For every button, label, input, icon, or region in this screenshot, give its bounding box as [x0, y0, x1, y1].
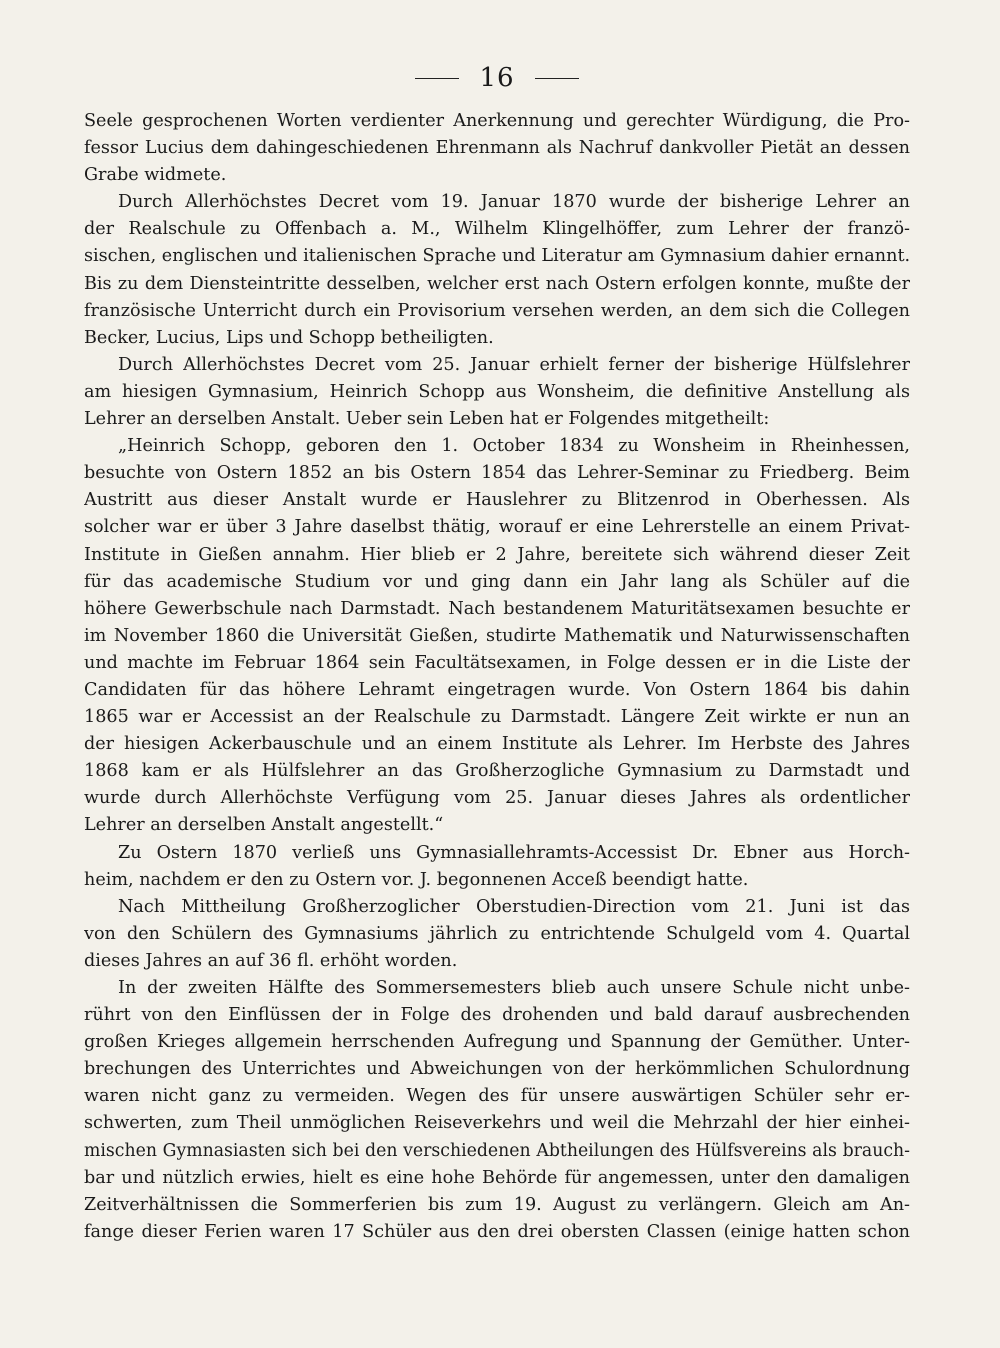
text-line: Zu Ostern 1870 verließ uns Gymnasiallehramts-Accessist Dr. Ebner aus Horch- [118, 842, 910, 863]
document-page [84, 60, 910, 1330]
text-line: und machte im Februar 1864 sein Facultätsexamen, in Folge dessen er in die Liste der [84, 652, 910, 673]
text-line: sischen, englischen und italienischen Sprache und Literatur am Gymnasium dahier ernannt. [84, 246, 910, 267]
text-line: Bis zu dem Diensteintritte desselben, welcher erst nach Ostern erfolgen konnte, mußte der [84, 273, 910, 294]
text-line: Durch Allerhöchstes Decret vom 19. Januar 1870 wurde der bisherige Lehrer an [118, 192, 910, 213]
text-line: bar und nützlich erwies, hielt es eine hohe Behörde für angemessen, unter den damaligen [84, 1167, 910, 1188]
text-line: von den Schülern des Gymnasiums jährlich zu entrichtende Schulgeld vom 4. Quartal [84, 923, 910, 944]
text-line: Lehrer an derselben Anstalt angestellt.“ [84, 815, 444, 836]
body-text [84, 108, 910, 1246]
text-line: solcher war er über 3 Jahre daselbst thätig, worauf er eine Lehrerstelle an einem Privat- [84, 517, 910, 538]
text-line: Durch Allerhöchstes Decret vom 25. Januar erhielt ferner der bisherige Hülfslehrer [118, 354, 910, 375]
text-line: für das academische Studium vor und ging dann ein Jahr lang als Schüler auf die [84, 571, 910, 592]
text-line: wurde durch Allerhöchste Verfügung vom 25. Januar dieses Jahres als ordentlicher [84, 788, 910, 809]
text-line: Candidaten für das höhere Lehramt eingetragen wurde. Von Ostern 1864 bis dahin [84, 679, 910, 700]
text-line: Seele gesprochenen Worten verdienter Anerkennung und gerechter Würdigung, die Pro- [84, 111, 910, 131]
text-line: brechungen des Unterrichtes und Abweichungen von der herkömmlichen Schulordnung [84, 1059, 910, 1080]
text-line: mischen Gymnasiasten sich bei den verschiedenen Abtheilungen des Hülfsvereins als brauch- [84, 1140, 910, 1161]
text-line: der Realschule zu Offenbach a. M., Wilhelm Klingelhöffer, zum Lehrer der franzö- [84, 219, 910, 240]
header-rule-left [415, 78, 459, 79]
text-line: Becker, Lucius, Lips und Schopp betheiligten. [84, 327, 494, 348]
text-line: waren nicht ganz zu vermeiden. Wegen des für unsere auswärtigen Schüler sehr er- [84, 1086, 910, 1107]
text-line: Lehrer an derselben Anstalt. Ueber sein Leben hat er Folgendes mitgetheilt: [84, 409, 770, 430]
text-line: schwerten, zum Theil unmöglichen Reiseverkehrs und weil die Mehrzahl der hier einhei- [84, 1113, 910, 1134]
text-line: 1868 kam er als Hülfslehrer an das Großherzogliche Gymnasium zu Darmstadt und [84, 761, 910, 782]
page-number: 16 [479, 63, 515, 93]
text-line: im November 1860 die Universität Gießen, studirte Mathematik und Naturwissenschaften [84, 625, 910, 646]
text-line: fessor Lucius dem dahingeschiedenen Ehrenmann als Nachruf dankvoller Pietät an dessen [84, 138, 910, 159]
text-line: Zeitverhältnissen die Sommerferien bis zum 19. August zu verlängern. Gleich am An- [84, 1194, 910, 1215]
text-line: Nach Mittheilung Großherzoglicher Oberstudien-Direction vom 21. Juni ist das [118, 896, 910, 917]
text-line: fange dieser Ferien waren 17 Schüler aus den drei obersten Classen (einige hatten schon [84, 1221, 910, 1242]
text-line: großen Krieges allgemein herrschenden Aufregung und Spannung der Gemüther. Unter- [84, 1032, 910, 1053]
text-line: Austritt aus dieser Anstalt wurde er Hauslehrer zu Blitzenrod in Oberhessen. Als [84, 490, 910, 511]
text-line: höhere Gewerbschule nach Darmstadt. Nach bestandenem Maturitätsexamen besuchte er [84, 598, 910, 619]
header-rule-right [535, 78, 579, 79]
text-line: heim, nachdem er den zu Ostern vor. J. begonnenen Acceß beendigt hatte. [84, 869, 749, 890]
text-line: der hiesigen Ackerbauschule und an einem Institute als Lehrer. Im Herbste des Jahres [84, 734, 910, 755]
text-line: dieses Jahres an auf 36 fl. erhöht worden. [84, 950, 458, 971]
text-line: französische Unterricht durch ein Provisorium versehen werden, an dem sich die Collegen [84, 300, 910, 321]
text-line: In der zweiten Hälfte des Sommersemesters blieb auch unsere Schule nicht unbe- [118, 978, 910, 998]
text-line: besuchte von Ostern 1852 an bis Ostern 1854 das Lehrer-Seminar zu Friedberg. Beim [84, 463, 910, 484]
text-line: rührt von den Einflüssen der in Folge des drohenden und bald darauf ausbrechenden [84, 1005, 910, 1026]
text-line: „Heinrich Schopp, geboren den 1. October 1834 zu Wonsheim in Rheinhessen, [118, 436, 910, 457]
text-line: Grabe widmete. [84, 165, 227, 186]
page-header [84, 60, 910, 96]
text-line: 1865 war er Accessist an der Realschule zu Darmstadt. Längere Zeit wirkte er nun an [84, 707, 910, 728]
text-line: Institute in Gießen annahm. Hier blieb er 2 Jahre, bereitete sich während dieser Zeit [84, 544, 910, 565]
text-line: am hiesigen Gymnasium, Heinrich Schopp aus Wonsheim, die definitive Anstellung als [84, 381, 910, 402]
